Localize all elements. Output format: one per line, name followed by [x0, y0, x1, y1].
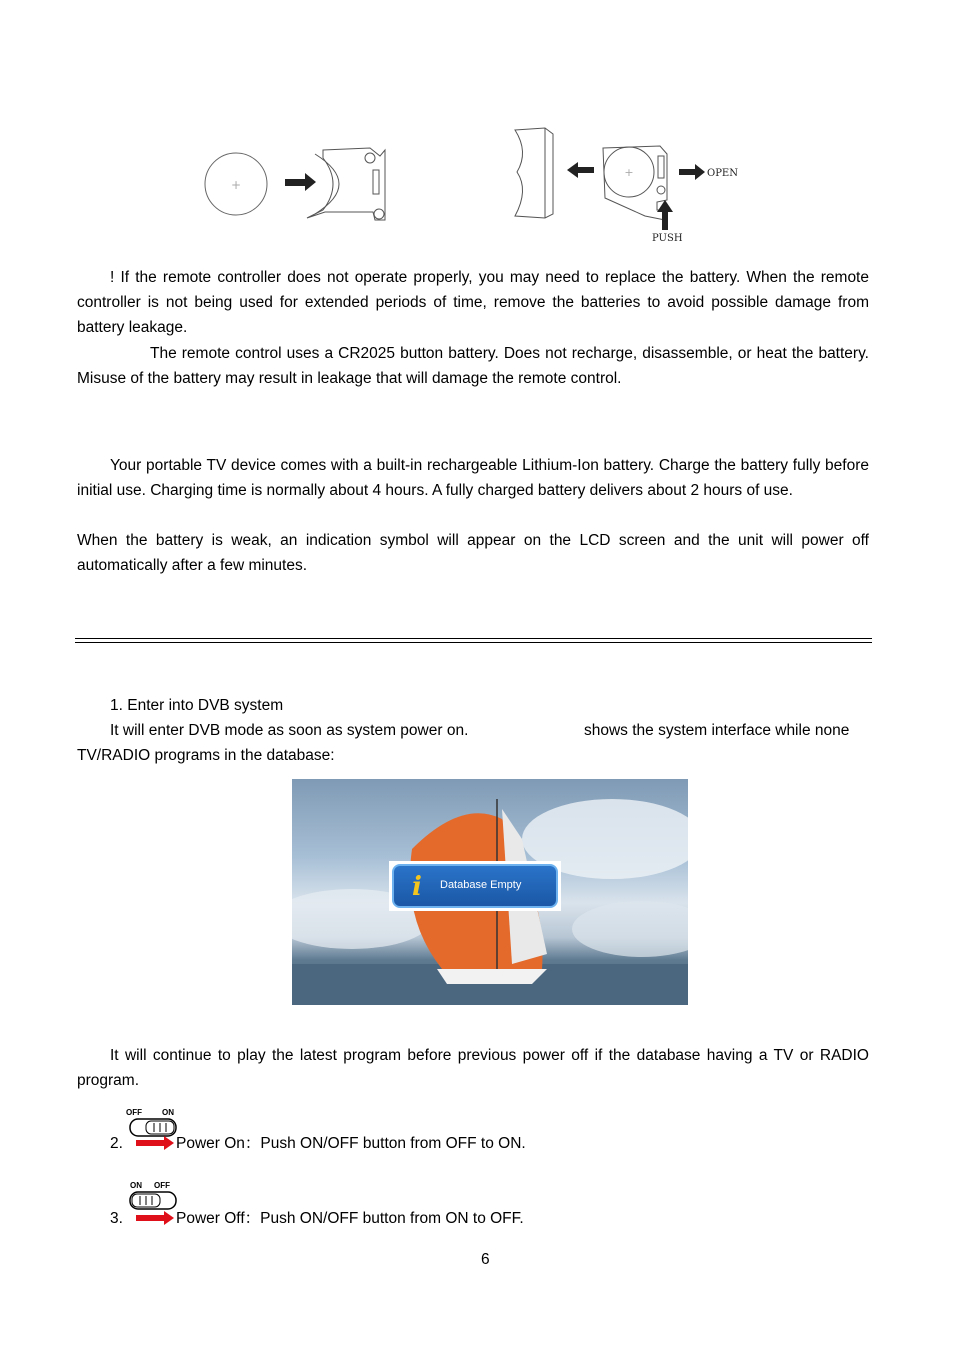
step1-line-a: It will enter DVB mode as soon as system power on.	[110, 722, 469, 739]
section-divider-bottom	[75, 642, 872, 643]
weak-battery-paragraph: When the battery is weak, an indication symbol will appear on the LCD screen and the unit will power off automatically after a few minutes.	[77, 532, 869, 574]
step1-title: 1. Enter into DVB system	[110, 697, 284, 714]
section-divider-top	[75, 638, 872, 639]
tray-icon	[603, 146, 667, 220]
page-number: 6	[481, 1251, 490, 1268]
svg-text:ON: ON	[130, 1181, 142, 1190]
database-empty-dialog	[389, 861, 561, 911]
step3-number: 3.	[110, 1210, 123, 1227]
continue-paragraph: It will continue to play the latest program before previous power off if the database having a TV or RADIO program.	[77, 1047, 869, 1089]
step2-text: Power On：Push ON/OFF button from OFF to ON.	[176, 1135, 526, 1152]
svg-text:OFF: OFF	[154, 1181, 170, 1190]
red-arrow-icon	[136, 1211, 176, 1225]
dvb-screen-image	[292, 779, 688, 1005]
battery-warning-paragraph: ! If the remote controller does not operate properly, you may need to replace the battery. When the remote controller is not being used for extended periods of time, remove the batteries to avoid possible damage from battery leakage.	[77, 269, 869, 336]
battery-caution-paragraph: The remote control uses a CR2025 button battery. Does not recharge, disassemble, or heat the battery. Misuse of the battery may result in leakage that will damage the remote control.	[77, 345, 869, 387]
battery-holder-icon	[307, 148, 385, 220]
insert-arrow-icon	[285, 173, 316, 191]
push-label: PUSH	[652, 233, 683, 244]
svg-text:ON: ON	[162, 1108, 174, 1117]
open-label: OPEN	[707, 168, 738, 179]
database-empty-message: Database Empty	[440, 879, 522, 891]
step1-line-b: shows the system interface while none	[584, 722, 850, 739]
open-arrow-icon	[679, 164, 705, 180]
svg-text:OFF: OFF	[126, 1108, 142, 1117]
step3-text: Power Off：Push ON/OFF button from ON to OFF.	[176, 1210, 524, 1227]
svg-text:+: +	[624, 166, 634, 179]
red-arrow-icon	[136, 1136, 176, 1150]
step1-line-c: TV/RADIO programs in the database:	[77, 747, 335, 764]
step2-number: 2.	[110, 1135, 123, 1152]
remote-back-icon	[515, 128, 553, 218]
info-icon: i	[412, 872, 422, 902]
svg-text:+: +	[230, 178, 242, 192]
battery-diagram	[195, 120, 755, 250]
coin-battery-icon	[205, 153, 267, 215]
builtin-battery-paragraph: Your portable TV device comes with a built-in rechargeable Lithium-Ion battery. Charge the battery fully before initial use. Charging time is normally about 4 hours. A fully charged battery delivers about 2 hours of use.	[77, 457, 869, 499]
push-arrow-icon	[657, 200, 673, 230]
remove-arrow-icon	[567, 162, 594, 178]
